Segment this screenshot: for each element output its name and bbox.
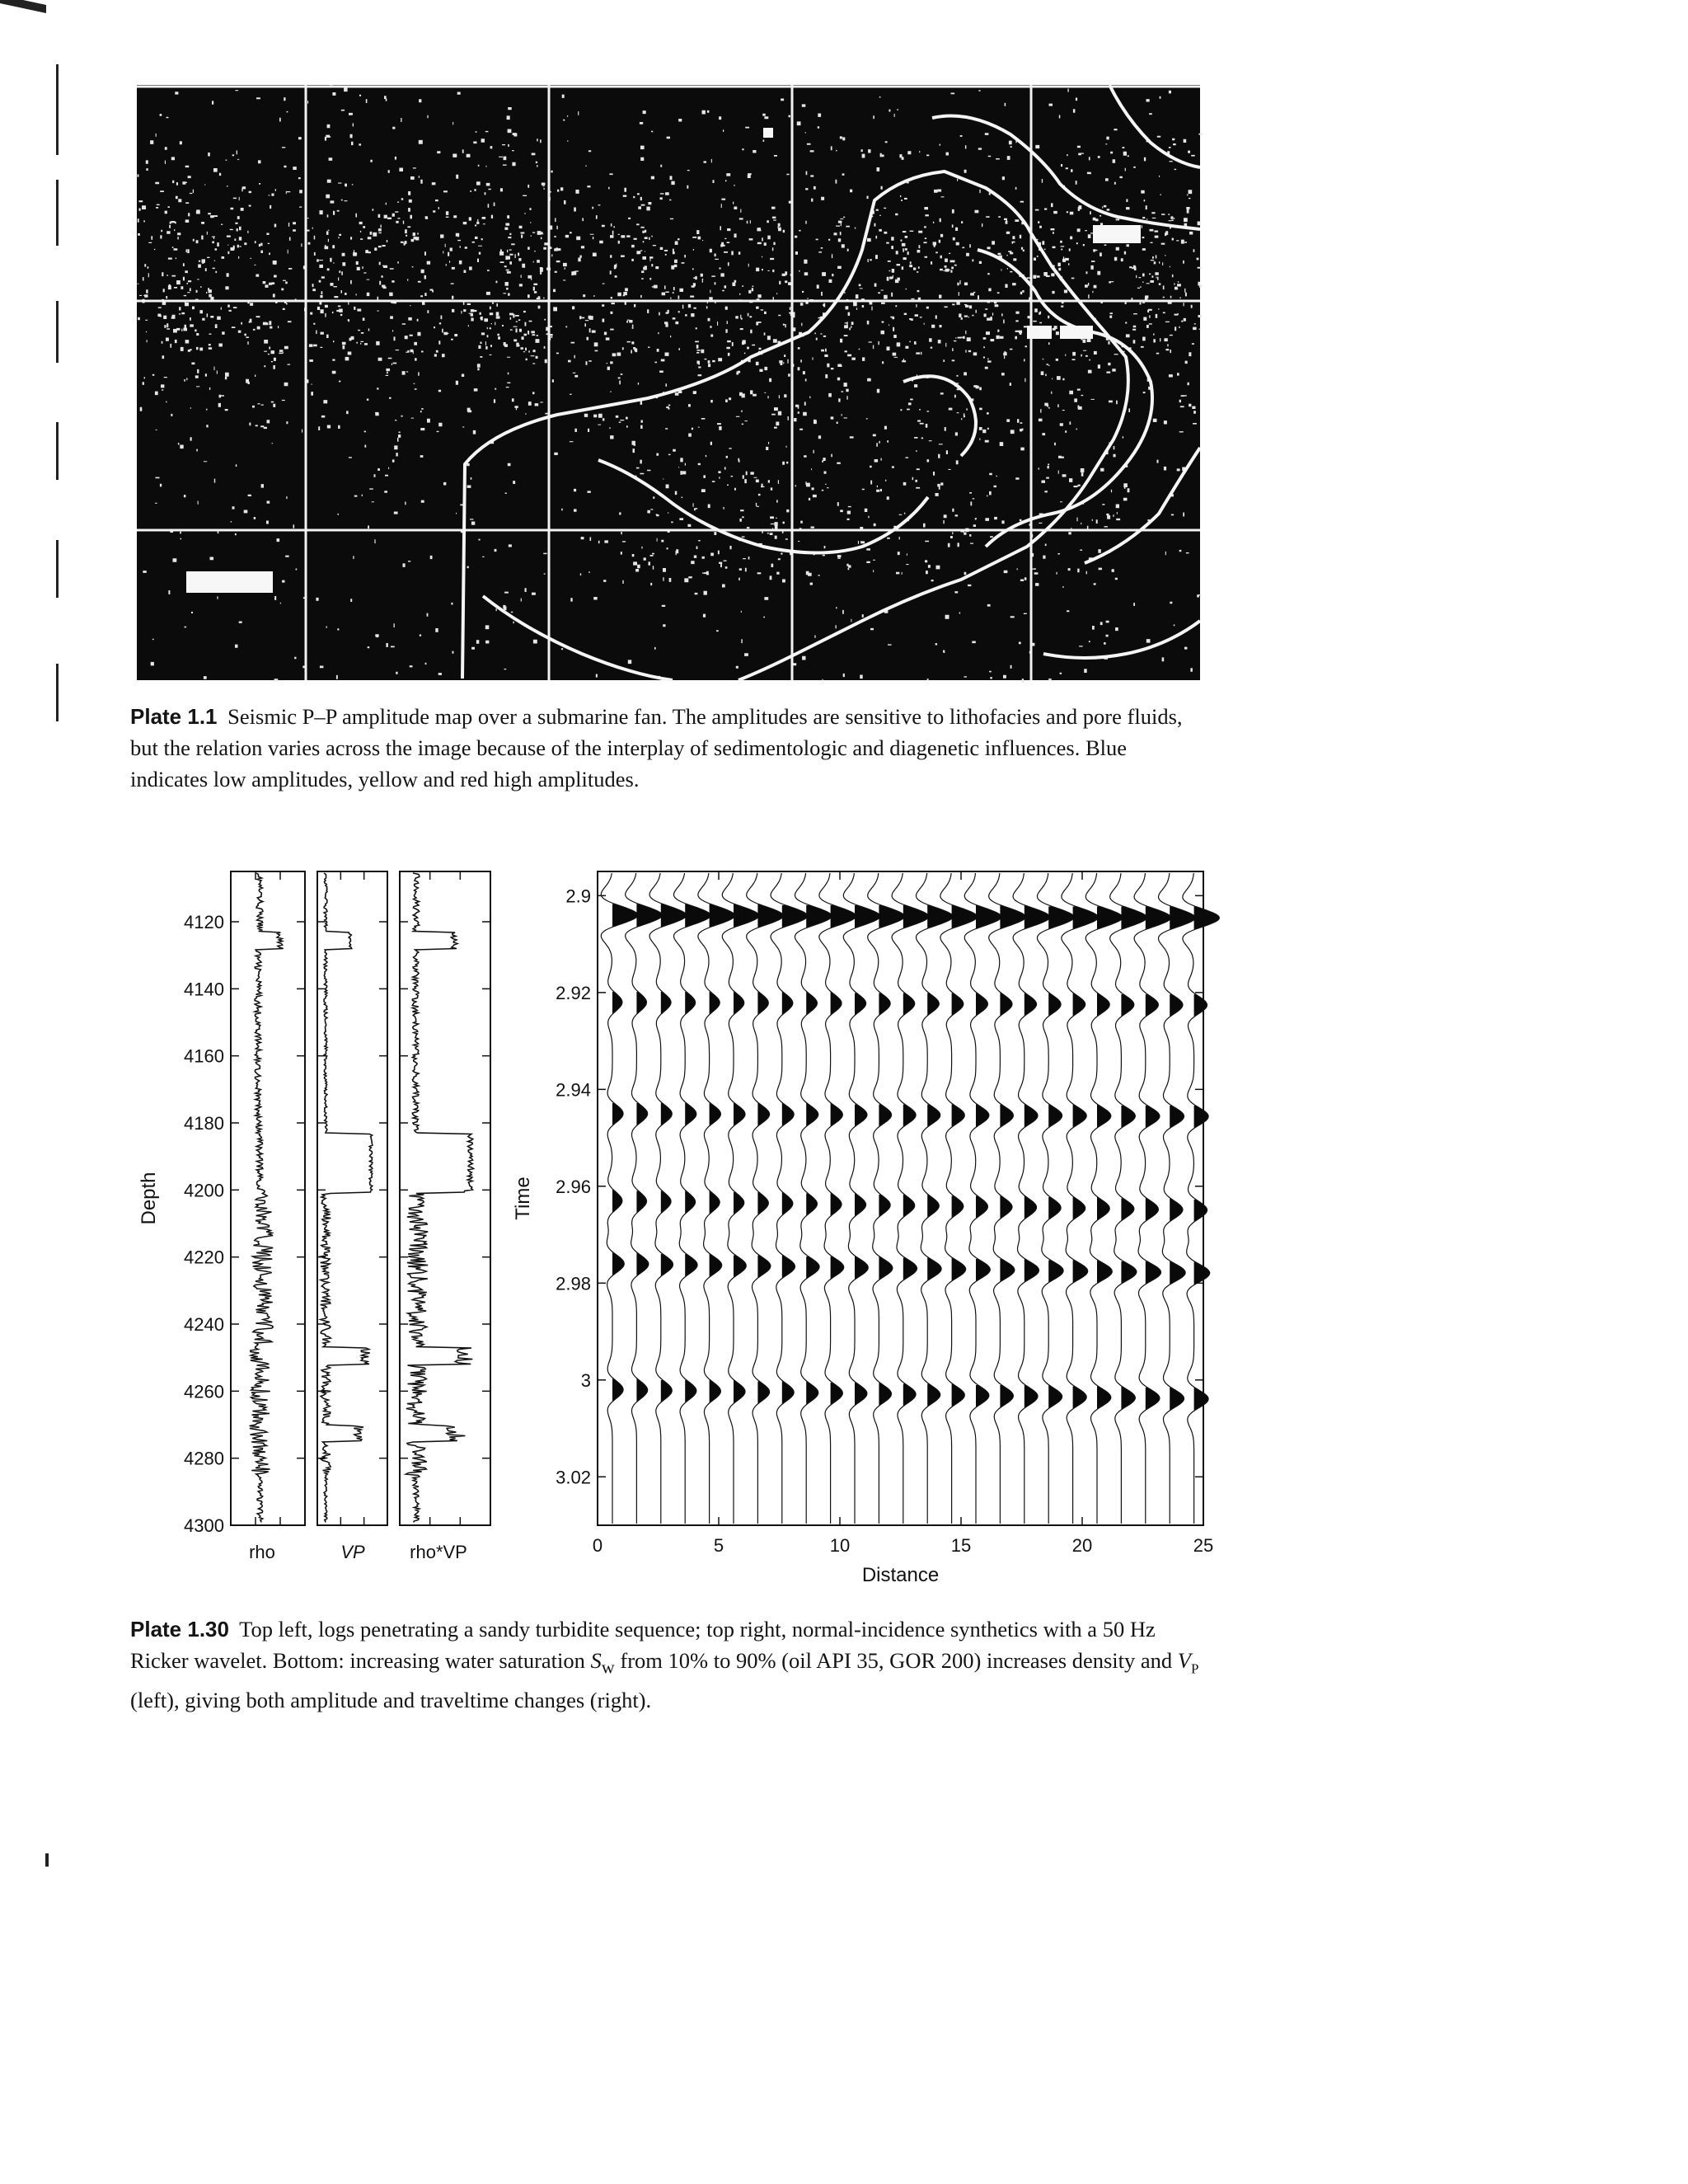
- synthetic-seismogram-chart: [511, 866, 1212, 1591]
- scan-margin-dot: [45, 1853, 49, 1867]
- trace-fill: [831, 905, 856, 1405]
- time-tick-label: 2.96: [556, 1176, 591, 1197]
- trace-fill: [757, 904, 783, 1404]
- synthetic-trace: [819, 873, 856, 1524]
- plate-1-30-caption: [130, 1613, 1202, 1716]
- depth-tick-label: 4300: [184, 1515, 224, 1536]
- plate-label: Plate 1.30: [130, 1617, 229, 1642]
- synthetic-trace: [1013, 873, 1049, 1524]
- log-panel-frame: [400, 871, 490, 1525]
- vp-panel-label: VP: [340, 1542, 365, 1562]
- scan-margin-line: [56, 664, 59, 721]
- depth-tick-label: 4160: [184, 1045, 224, 1067]
- synthetic-trace: [989, 873, 1025, 1524]
- synthetic-trace: [892, 873, 929, 1524]
- scan-margin-line: [56, 64, 59, 155]
- synthetic-trace: [1183, 873, 1220, 1524]
- trace-fill: [1073, 907, 1099, 1409]
- time-tick-label: 2.9: [565, 885, 591, 907]
- synthetic-trace: [868, 873, 905, 1524]
- depth-tick-label: 4200: [184, 1180, 224, 1201]
- sw-symbol: S: [590, 1648, 602, 1673]
- trace-fill: [661, 904, 687, 1403]
- trace-fill: [879, 905, 904, 1407]
- time-tick-label: 3: [580, 1369, 591, 1391]
- vp-symbol: V: [1177, 1648, 1191, 1673]
- rho-panel-label: rho: [249, 1542, 275, 1562]
- distance-tick-label: 15: [950, 1535, 972, 1556]
- trace-fill: [1170, 907, 1195, 1411]
- plate-label: Plate 1.1: [130, 704, 218, 729]
- log-panel-frame: [231, 871, 305, 1525]
- depth-tick-label: 4180: [184, 1113, 224, 1134]
- trace-fill: [1097, 907, 1123, 1411]
- depth-tick-label: 4240: [184, 1314, 224, 1335]
- caption-text-part3: (left), giving both amplitude and traveltime changes (right).: [130, 1688, 652, 1713]
- rho-vp-panel-label: rho*VP: [410, 1542, 467, 1562]
- distance-axis-label: Distance: [861, 1564, 940, 1586]
- trace-fill: [612, 904, 638, 1402]
- distance-tick-label: 25: [1193, 1535, 1214, 1556]
- scan-margin-line: [56, 180, 59, 246]
- synthetic-trace: [1038, 873, 1074, 1524]
- time-tick-label: 3.02: [556, 1467, 591, 1488]
- sw-subscript: w: [601, 1656, 615, 1678]
- distance-tick-label: 5: [713, 1535, 724, 1556]
- vp-subscript: P: [1190, 1660, 1199, 1677]
- trace-fill: [1194, 907, 1220, 1411]
- synthetic-trace: [1062, 873, 1099, 1524]
- synthetic-trace: [964, 873, 1001, 1524]
- depth-tick-label: 4260: [184, 1381, 224, 1402]
- rho-log-curve: [250, 873, 284, 1523]
- caption-text: Seismic P–P amplitude map over a submarine fan. The amplitudes are sensitive to lithofacies and pore fluids, but the relation varies across the image because of the interplay of sedimentologic and diagenetic influences. Blue indicates low amplitudes, yellow and red high amplitudes.: [130, 704, 1183, 791]
- well-log-chart: [140, 866, 503, 1591]
- plate-1-1-caption: [130, 701, 1202, 795]
- trace-fill: [1000, 905, 1025, 1409]
- depth-tick-label: 4140: [184, 979, 224, 1000]
- trace-fill: [734, 904, 759, 1404]
- scan-corner-mark: [0, 0, 46, 13]
- trace-fill: [710, 904, 735, 1404]
- seismic-amplitude-map: [137, 85, 1200, 680]
- caption-text-part2: from 10% to 90% (oil API 35, GOR 200) increases density and: [614, 1648, 1178, 1673]
- trace-fill: [903, 905, 929, 1407]
- scan-margin-line: [56, 540, 59, 598]
- trace-fill: [976, 905, 1001, 1407]
- rho-vp-log-curve: [406, 873, 474, 1523]
- distance-tick-label: 0: [592, 1535, 603, 1556]
- trace-fill: [685, 904, 710, 1403]
- well-log-figure: [140, 866, 503, 1591]
- synthetic-trace: [917, 873, 954, 1524]
- depth-tick-label: 4120: [184, 912, 224, 932]
- distance-tick-label: 20: [1071, 1535, 1093, 1556]
- trace-fill: [782, 905, 808, 1405]
- trace-fill: [927, 905, 953, 1407]
- distance-tick-label: 10: [829, 1535, 851, 1556]
- seismic-map-graphic: [137, 85, 1200, 680]
- synthetic-trace: [843, 873, 880, 1524]
- depth-tick-label: 4280: [184, 1448, 224, 1469]
- depth-tick-label: 4220: [184, 1247, 224, 1268]
- caption-text-part1: Top left, logs penetrating a sandy turbidite sequence; top right, normal-incidence synthetics with a 50 Hz Ricker wavelet. Bottom: increasing water saturation: [130, 1617, 1156, 1673]
- time-tick-label: 2.94: [556, 1079, 591, 1101]
- depth-axis-label: Depth: [138, 1172, 160, 1225]
- time-axis-label: Time: [512, 1177, 534, 1220]
- trace-fill: [952, 905, 978, 1407]
- synthetic-trace: [795, 873, 832, 1524]
- trace-fill: [1121, 907, 1146, 1411]
- trace-fill: [806, 905, 832, 1405]
- scan-margin-line: [56, 301, 59, 363]
- synthetic-seismogram-figure: [511, 866, 1212, 1591]
- time-tick-label: 2.92: [556, 982, 591, 1003]
- trace-fill: [855, 905, 880, 1407]
- log-panel-frame: [317, 871, 387, 1525]
- synthetic-trace: [940, 873, 978, 1524]
- scan-margin-line: [56, 422, 59, 480]
- trace-fill: [636, 904, 662, 1403]
- trace-fill: [1025, 905, 1050, 1409]
- trace-fill: [1048, 907, 1074, 1409]
- time-tick-label: 2.98: [556, 1273, 591, 1294]
- trace-fill: [1146, 907, 1171, 1411]
- vp-log-curve: [321, 873, 373, 1523]
